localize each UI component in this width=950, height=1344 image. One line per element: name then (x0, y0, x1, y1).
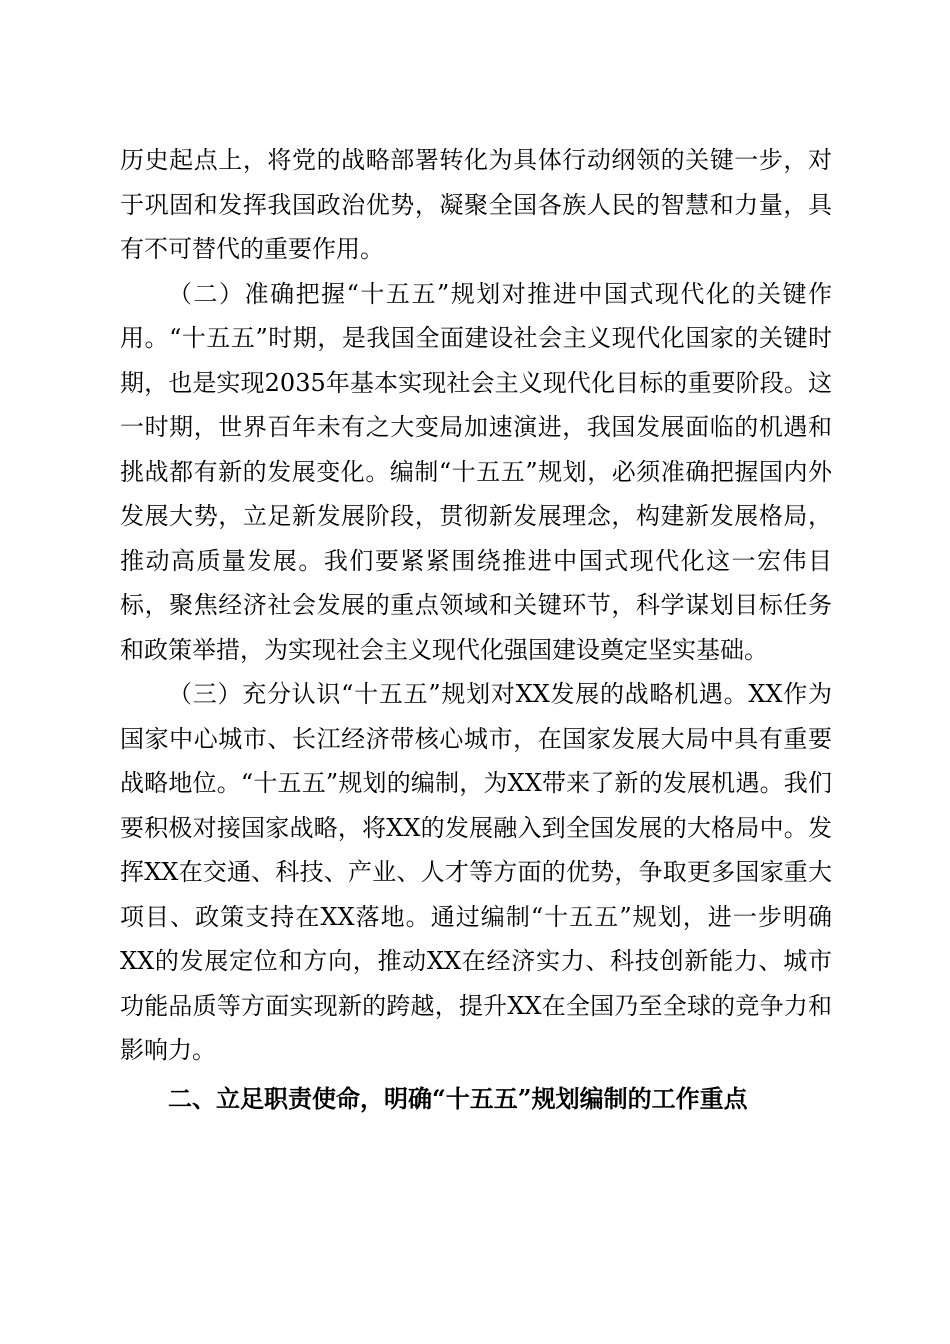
paragraph-section-2: （二）准确把握“十五五”规划对推进中国式现代化的关键作用。“十五五”时期，是我国全面建设社会主义现代化国家的关键时期，也是实现2035年基本实现社会主义现代化目标的重要阶段。这一时期，世界百年未有之大变局加速演进，我国发展面临的机遇和挑战都有新的发展变化。编制“十五五”规划，必须准确把握国内外发展大势，立足新发展阶段，贯彻新发展理念，构建新发展格局，推动高质量发展。我们要紧紧围绕推进中国式现代化这一宏伟目标，聚焦经济社会发展的重点领域和关键环节，科学谋划目标任务和政策举措，为实现社会主义现代化强国建设奠定坚实基础。 (120, 279, 832, 664)
paragraph-section-3: （三）充分认识“十五五”规划对XX发展的战略机遇。XX作为国家中心城市、长江经济带核心城市，在国家发展大局中具有重要战略地位。“十五五”规划的编制，为XX带来了新的发展机遇。我们要积极对接国家战略，将XX的发展融入到全国发展的大格局中。发挥XX在交通、科技、产业、人才等方面的优势，争取更多国家重大项目、政策支持在XX落地。通过编制“十五五”规划，进一步明确XX的发展定位和方向，推动XX在经济实力、科技创新能力、城市功能品质等方面实现新的跨越，提升XX在全国乃至全球的竞争力和影响力。 (120, 680, 832, 1064)
document-body (120, 138, 832, 1121)
section-heading: 二、立足职责使命，明确“十五五”规划编制的工作重点 (168, 1083, 748, 1113)
paragraph-continuation: 历史起点上，将党的战略部署转化为具体行动纲领的关键一步，对于巩固和发挥我国政治优势，凝聚全国各族人民的智慧和力量，具有不可替代的重要作用。 (120, 146, 832, 263)
